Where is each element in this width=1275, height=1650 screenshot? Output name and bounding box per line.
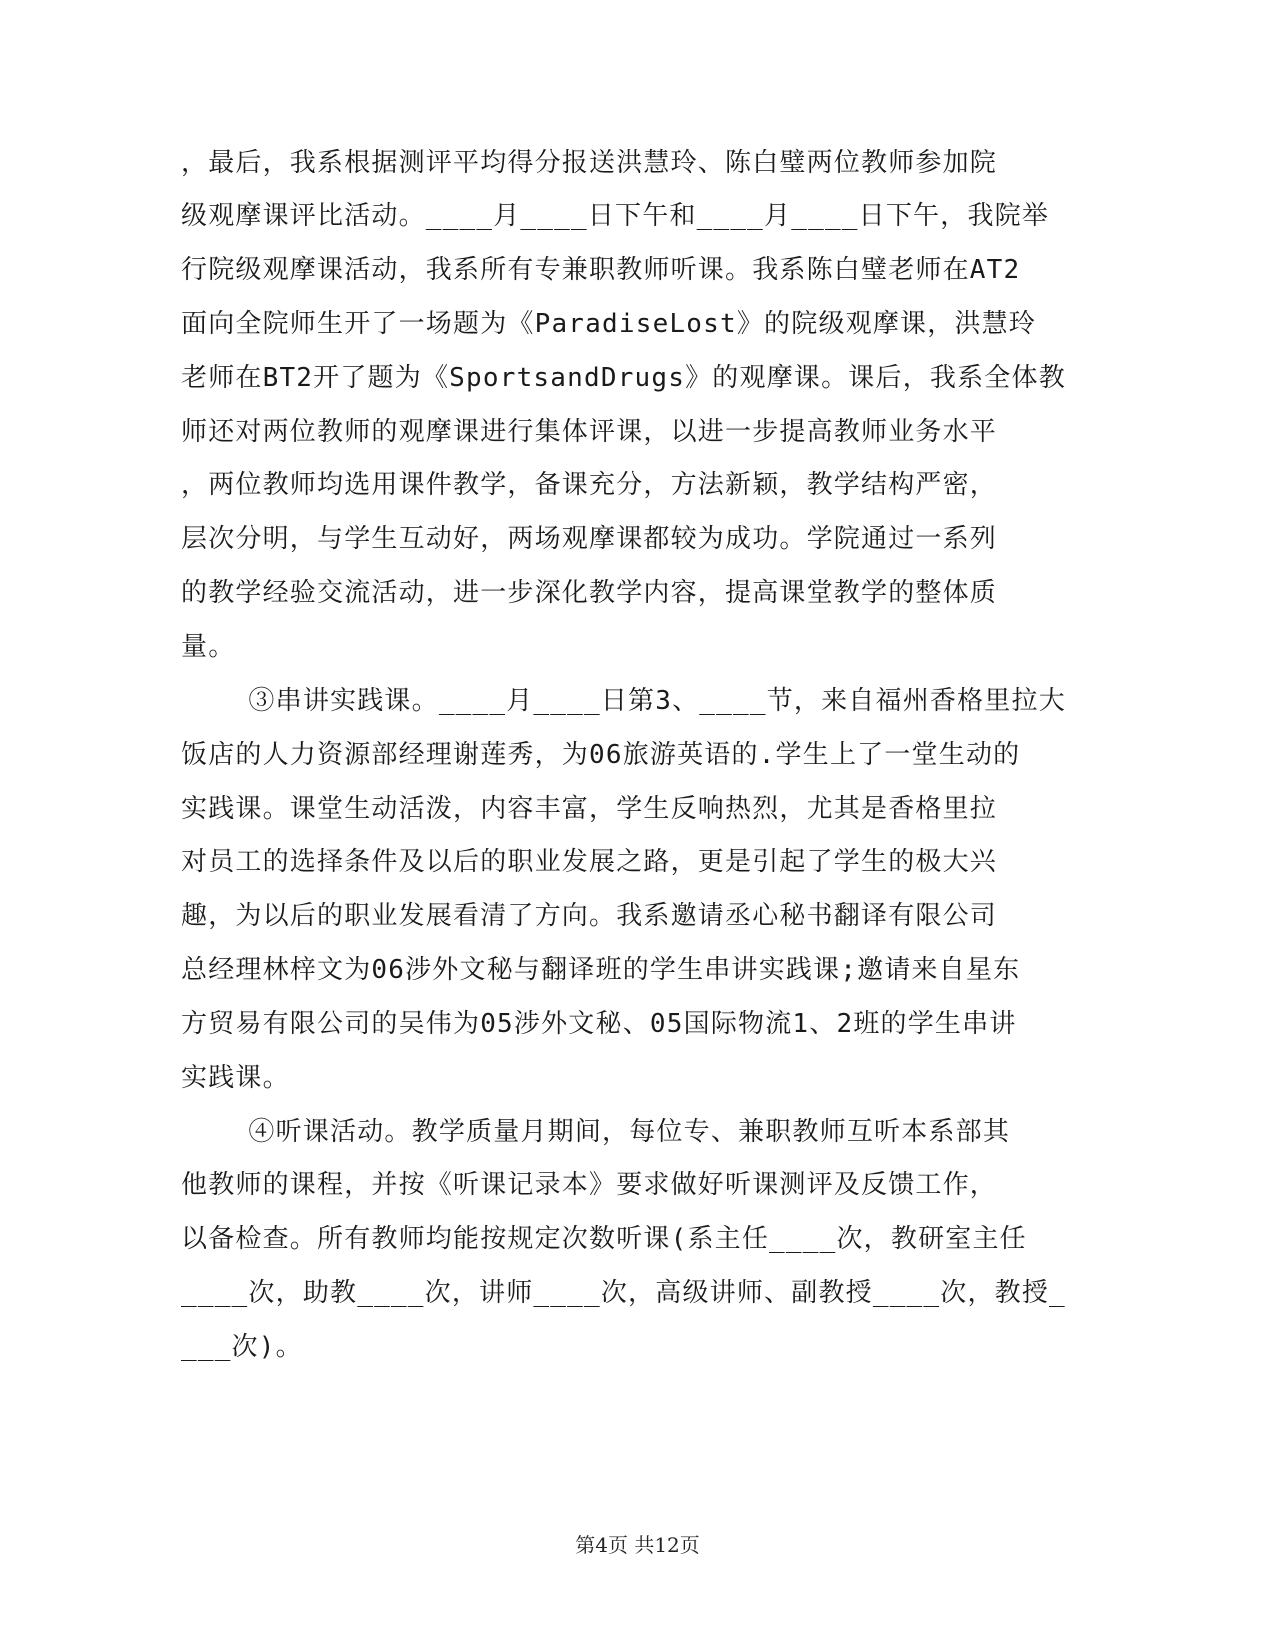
text-line: 方贸易有限公司的吴伟为05涉外文秘、05国际物流1、2班的学生串讲 (181, 1009, 1017, 1039)
text-line: 饭店的人力资源部经理谢莲秀，为06旅游英语的.学生上了一堂生动的 (181, 740, 1021, 770)
text-line: 实践课。课堂生动活泼，内容丰富，学生反响热烈，尤其是香格里拉 (181, 794, 998, 824)
text-line: 量。 (181, 632, 236, 662)
text-line: 的教学经验交流活动，进一步深化教学内容，提高课堂教学的整体质 (181, 578, 998, 608)
text-line: 行院级观摩课活动，我系所有专兼职教师听课。我系陈白璧老师在AT2 (181, 255, 1021, 285)
text-line: ③串讲实践课。____月____日第3、____节，来自福州香格里拉大 (181, 686, 1066, 716)
text-line: 对员工的选择条件及以后的职业发展之路，更是引起了学生的极大兴 (181, 847, 998, 877)
text-line: 以备检查。所有教师均能按规定次数听课(系主任____次，教研室主任 (181, 1224, 1027, 1254)
text-line: ___次)。 (181, 1332, 303, 1362)
text-line: ④听课活动。教学质量月期间，每位专、兼职教师互听本系部其 (181, 1117, 1011, 1147)
text-line: 趣，为以后的职业发展看清了方向。我系邀请丞心秘书翻译有限公司 (181, 901, 998, 931)
text-line: 面向全院师生开了一场题为《ParadiseLost》的院级观摩课，洪慧玲 (181, 309, 1037, 339)
text-line: 师还对两位教师的观摩课进行集体评课，以进一步提高教师业务水平 (181, 417, 998, 447)
text-line: 总经理林梓文为06涉外文秘与翻译班的学生串讲实践课;邀请来自星东 (181, 955, 1021, 985)
text-line: 实践课。 (181, 1063, 290, 1093)
text-line: 级观摩课评比活动。____月____日下午和____月____日下午，我院举 (181, 201, 1050, 231)
page-number-footer: 第4页 共12页 (575, 1533, 700, 1557)
text-line: ____次，助教____次，讲师____次，高级讲师、副教授____次，教授_ (181, 1278, 1066, 1308)
text-line: 老师在BT2开了题为《SportsandDrugs》的观摩课。课后，我系全体教 (181, 363, 1066, 393)
text-line: 层次分明，与学生互动好，两场观摩课都较为成功。学院通过一系列 (181, 524, 998, 554)
text-line: ，最后，我系根据测评平均得分报送洪慧玲、陈白璧两位教师参加院 (181, 148, 998, 178)
text-line: ，两位教师均选用课件教学，备课充分，方法新颖，教学结构严密， (181, 470, 998, 500)
text-line: 他教师的课程，并按《听课记录本》要求做好听课测评及反馈工作， (181, 1170, 998, 1200)
